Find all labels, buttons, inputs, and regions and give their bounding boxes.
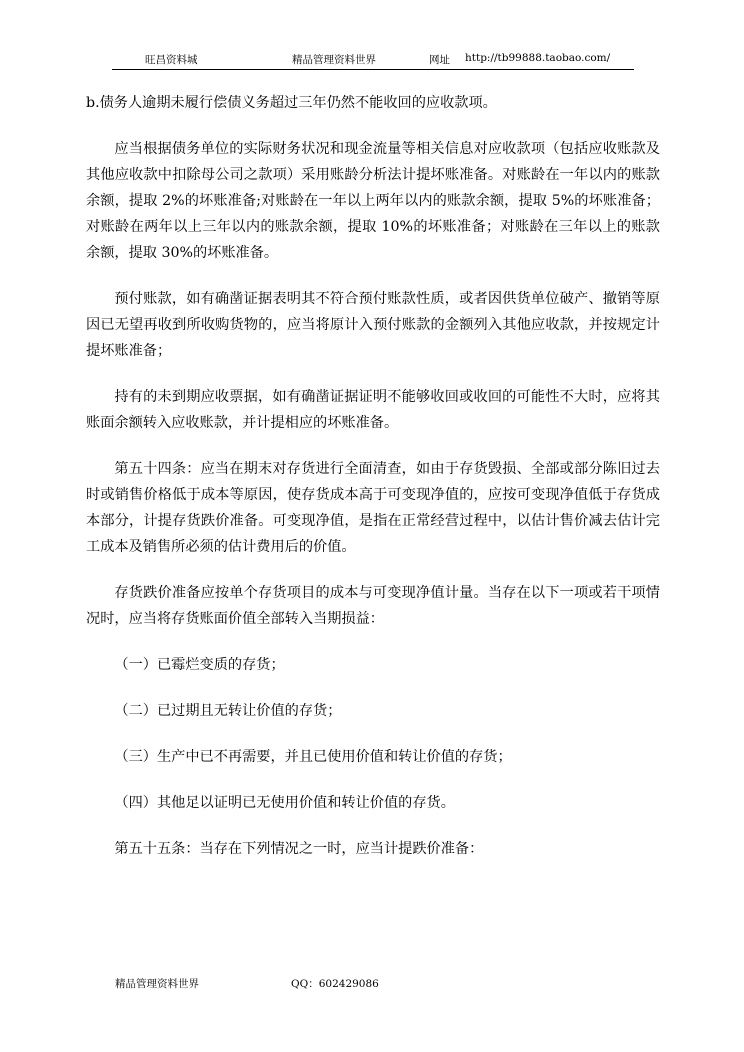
- paragraph-aging-method: 应当根据债务单位的实际财务状况和现金流量等相关信息对应收款项（包括应收账款及其他应收款中扣除母公司之款项）采用账龄分析法计提坏账准备。对账龄在一年以内的账款余额，提取 2%的坏账准备;对账龄在一年以上两年以内的账款余额，提取 5%的坏账准备；对账龄在两年以上三年以内的账款余额，提取 10%的坏账准备；对账龄在三年以上的账款余额，提取 30%的坏账准备。: [86, 141, 660, 261]
- list-item-3: （三）生产中已不再需要，并且已使用价值和转让价值的存货；: [114, 749, 512, 765]
- document-body: [86, 90, 660, 882]
- header-site-name: 旺昌资料城: [145, 54, 198, 66]
- paragraph-notes-receivable: 持有的未到期应收票据，如有确凿证据证明不能够收回或收回的可能性不大时，应将其账面余额转入应收账款，并计提相应的坏账准备。: [86, 389, 660, 431]
- list-item-1: （一）已霉烂变质的存货；: [114, 657, 285, 673]
- footer-qq: QQ：602429086: [291, 978, 379, 990]
- header-tagline: 精品管理资料世界: [292, 54, 376, 66]
- header-url-link[interactable]: http://tb99888.taobao.com/: [465, 52, 611, 64]
- list-item-4: （四）其他足以证明已无使用价值和转让价值的存货。: [114, 795, 455, 811]
- footer-site-name: 精品管理资料世界: [115, 978, 199, 990]
- paragraph-prepayments: 预付账款，如有确凿证据表明其不符合预付账款性质，或者因供货单位破产、撤销等原因已无望再收到所收购货物的，应当将原计入预付账款的金额列入其他应收款，并按规定计提坏账准备；: [86, 291, 660, 359]
- page-header: [112, 51, 634, 70]
- header-url-label: 网址: [429, 54, 450, 66]
- paragraph-article-54: 第五十四条：应当在期末对存货进行全面清查，如由于存货毁损、全部或部分陈旧过去时或销售价格低于成本等原因，使存货成本高于可变现净值的，应按可变现净值低于存货成本部分，计提存货跌价准备。可变现净值，是指在正常经营过程中，以估计售价减去估计完工成本及销售所必须的估计费用后的价值。: [86, 461, 660, 555]
- paragraph-b-item: b.债务人逾期未履行偿债义务超过三年仍然不能收回的应收款项。: [86, 95, 497, 111]
- paragraph-article-55: 第五十五条：当存在下列情况之一时，应当计提跌价准备：: [114, 841, 484, 857]
- list-item-2: （二）已过期且无转让价值的存货；: [114, 703, 342, 719]
- paragraph-inventory-provision: 存货跌价准备应按单个存货项目的成本与可变现净值计量。当存在以下一项或若干项情况时，应当将存货账面价值全部转入当期损益：: [86, 585, 660, 627]
